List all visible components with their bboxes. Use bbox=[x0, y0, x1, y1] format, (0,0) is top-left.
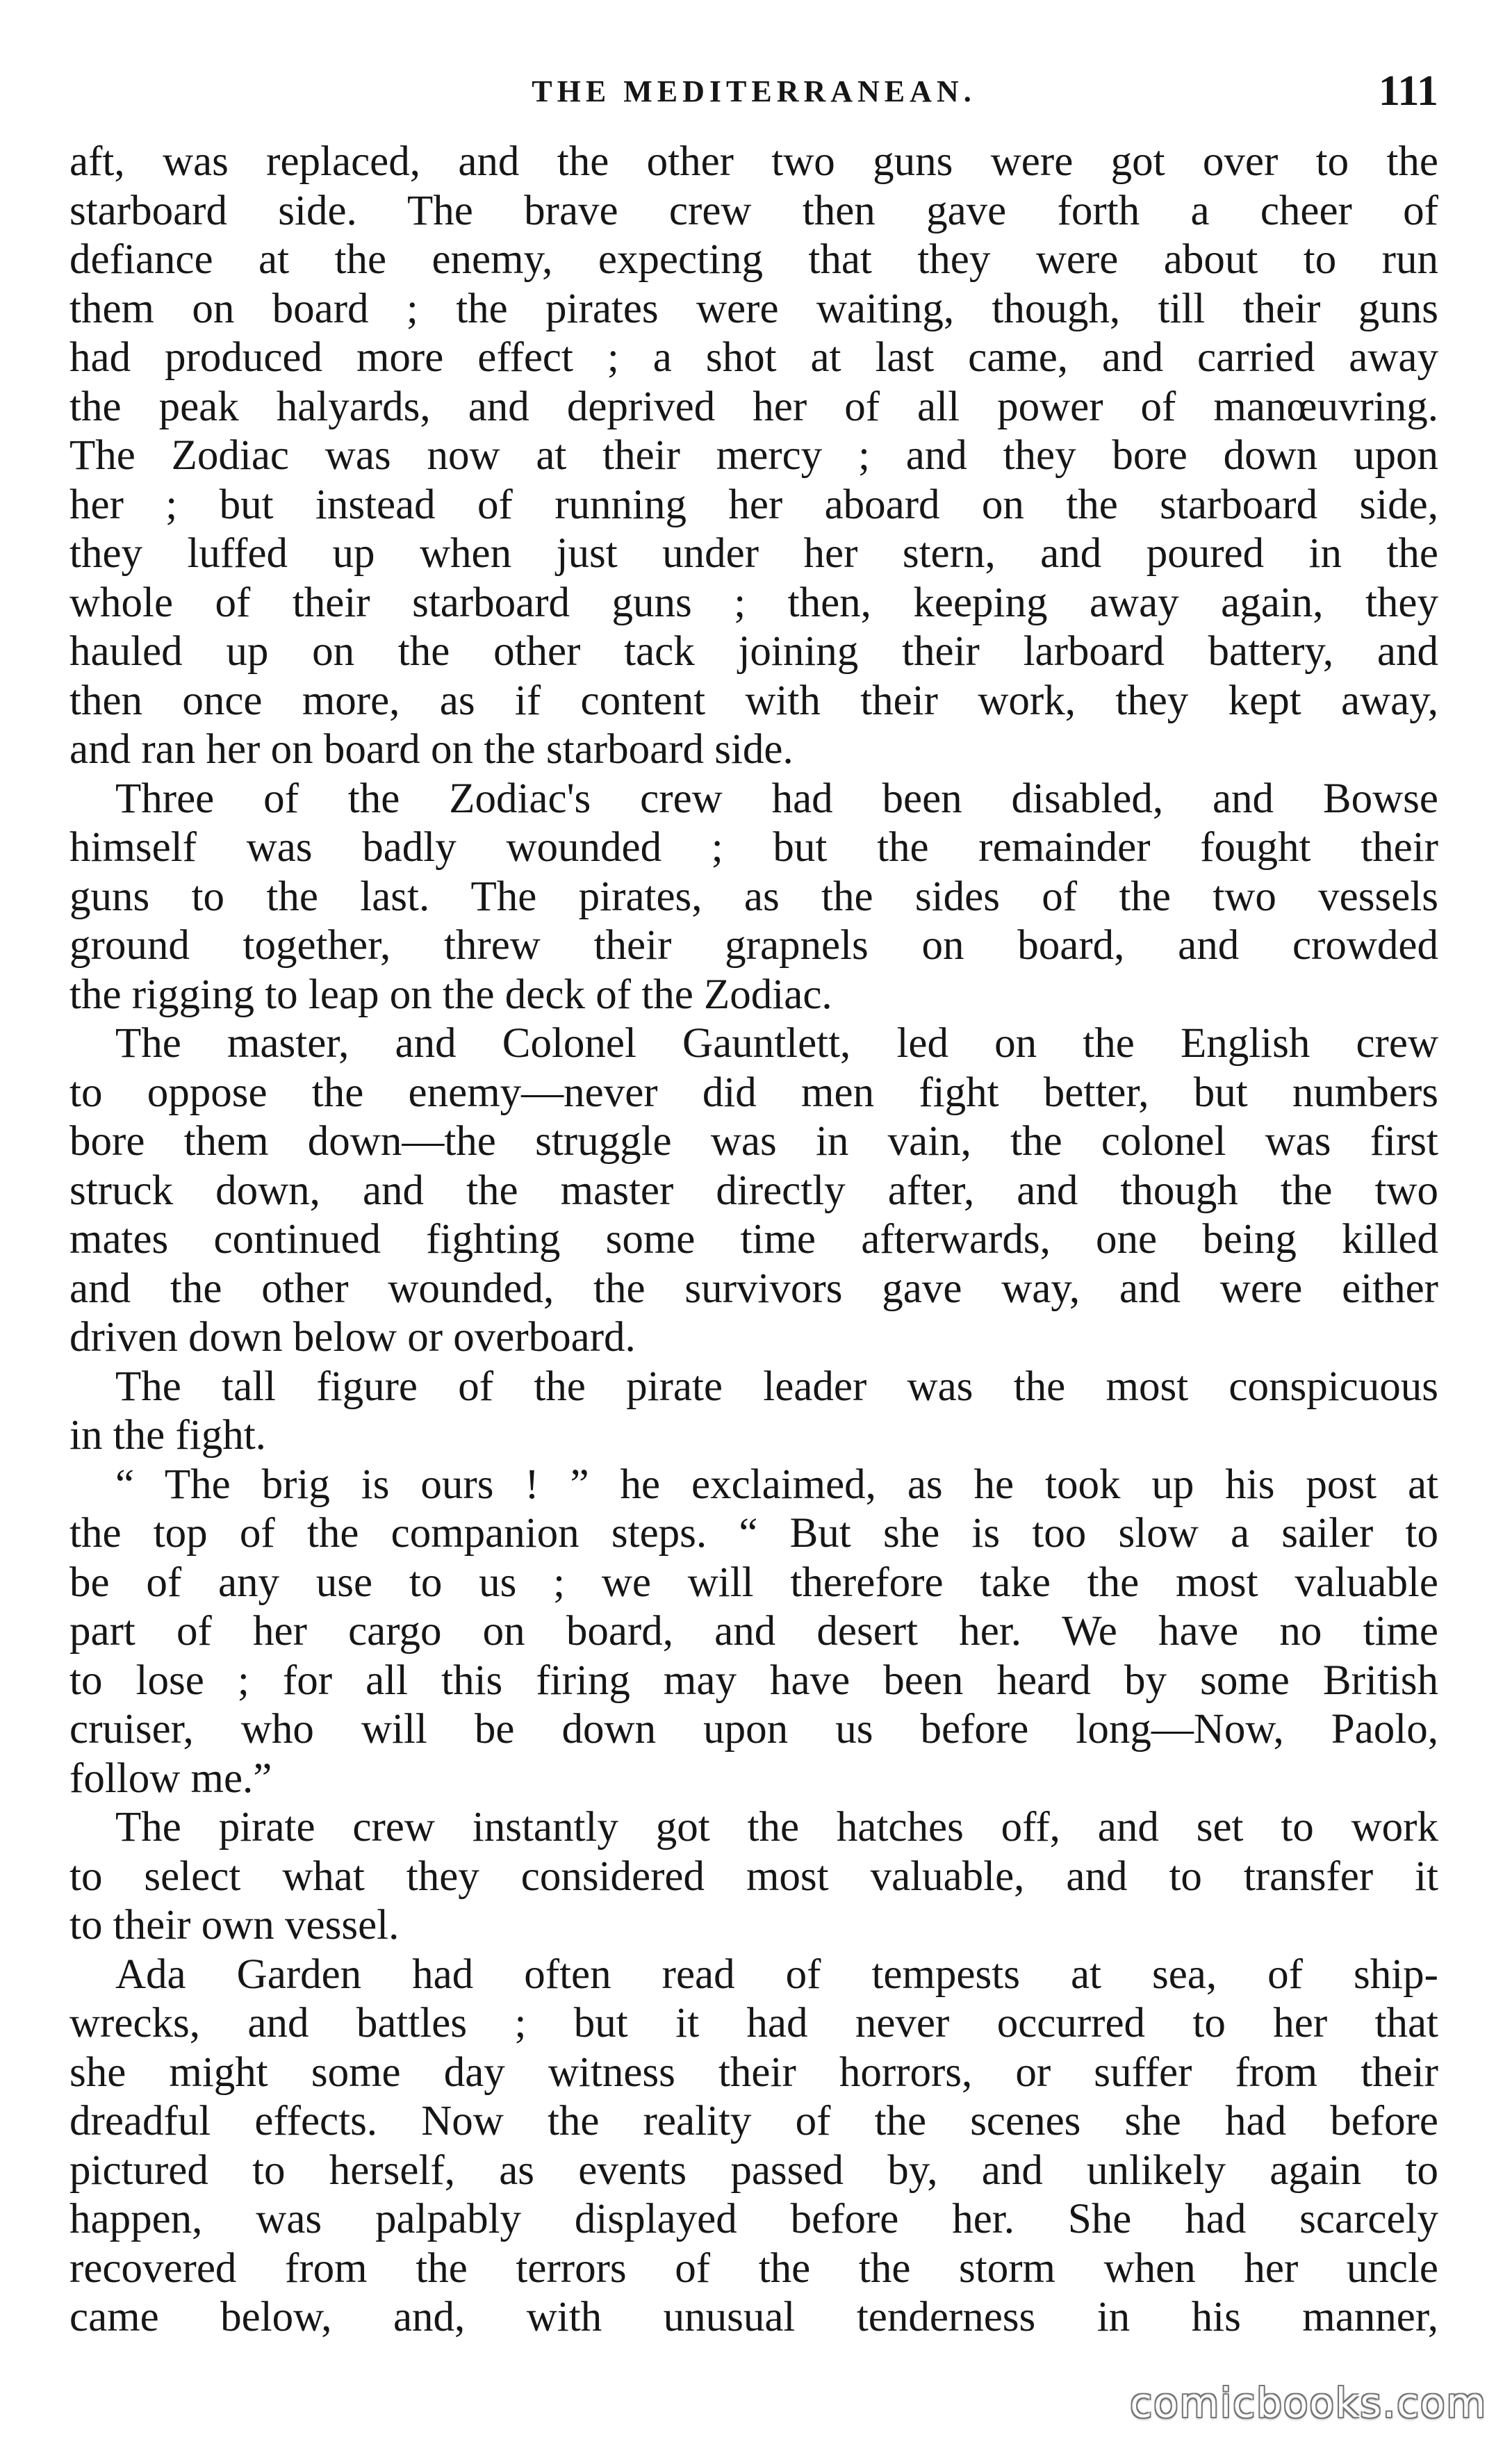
text-line: aft, was replaced, and the other two guns were got over to the bbox=[69, 138, 1438, 185]
text-line: follow me.” bbox=[69, 1755, 272, 1802]
running-title: THE MEDITERRANEAN. bbox=[532, 74, 976, 108]
text-line: himself was badly wounded ; but the remainder fought their bbox=[69, 824, 1438, 871]
text-line: The master, and Colonel Gauntlett, led on the English crew bbox=[115, 1020, 1438, 1067]
text-line: cruiser, who will be down upon us before long—Now, Paolo, bbox=[69, 1706, 1438, 1753]
text-line: driven down below or overboard. bbox=[69, 1314, 636, 1361]
text-line: her ; but instead of running her aboard on the starboard side, bbox=[69, 481, 1438, 528]
text-line: came below, and, with unusual tenderness in his manner, bbox=[69, 2294, 1438, 2340]
text-line: guns to the last. The pirates, as the sides of the two vessels bbox=[69, 873, 1438, 920]
text-line: to lose ; for all this firing may have been heard by some British bbox=[69, 1657, 1438, 1704]
text-line: wrecks, and battles ; but it had never occurred to her that bbox=[69, 2000, 1438, 2046]
running-head bbox=[69, 67, 1438, 122]
text-line: the peak halyards, and deprived her of all power of manœuvring. bbox=[69, 383, 1438, 430]
text-line: whole of their starboard guns ; then, keeping away again, they bbox=[69, 579, 1438, 626]
text-line: “ The brig is ours ! ” he exclaimed, as he took up his post at bbox=[115, 1461, 1438, 1508]
text-line: pictured to herself, as events passed by, and unlikely again to bbox=[69, 2147, 1438, 2194]
text-line: and ran her on board on the starboard side. bbox=[69, 726, 794, 773]
text-line: the rigging to leap on the deck of the Zodiac. bbox=[69, 971, 832, 1018]
text-line: happen, was palpably displayed before her. She had scarcely bbox=[69, 2196, 1438, 2242]
text-line: dreadful effects. Now the reality of the scenes she had before bbox=[69, 2098, 1438, 2144]
text-line: in the fight. bbox=[69, 1412, 266, 1459]
page-number: 111 bbox=[1378, 67, 1438, 115]
text-line: to their own vessel. bbox=[69, 1902, 400, 1948]
text-line: to oppose the enemy—never did men fight better, but numbers bbox=[69, 1069, 1438, 1116]
watermark: comicbooks.com bbox=[1130, 2379, 1487, 2427]
text-line: then once more, as if content with their work, they kept away, bbox=[69, 677, 1438, 724]
text-line: The pirate crew instantly got the hatches off, and set to work bbox=[115, 1804, 1438, 1850]
text-line: struck down, and the master directly after, and though the two bbox=[69, 1167, 1438, 1214]
text-line: and the other wounded, the survivors gave way, and were either bbox=[69, 1265, 1438, 1312]
text-line: the top of the companion steps. “ But she is too slow a sailer to bbox=[69, 1510, 1438, 1557]
text-line: bore them down—the struggle was in vain, the colonel was first bbox=[69, 1118, 1438, 1165]
text-line: she might some day witness their horrors, or suffer from their bbox=[69, 2049, 1438, 2096]
body-text bbox=[69, 138, 1438, 2342]
text-line: recovered from the terrors of the the storm when her uncle bbox=[69, 2244, 1438, 2292]
text-line: Three of the Zodiac's crew had been disabled, and Bowse bbox=[115, 775, 1438, 822]
text-line: part of her cargo on board, and desert her. We have no time bbox=[69, 1608, 1438, 1655]
text-line: Ada Garden had often read of tempests at sea, of ship- bbox=[115, 1951, 1438, 1998]
text-line: mates continued fighting some time afterwards, one being killed bbox=[69, 1216, 1438, 1263]
text-line: starboard side. The brave crew then gave forth a cheer of bbox=[69, 187, 1438, 234]
text-line: The tall figure of the pirate leader was the most conspicuous bbox=[115, 1363, 1438, 1410]
text-line: ground together, threw their grapnels on board, and crowded bbox=[69, 922, 1438, 969]
text-line: hauled up on the other tack joining their larboard battery, and bbox=[69, 628, 1438, 675]
text-line: had produced more effect ; a shot at last came, and carried away bbox=[69, 334, 1438, 381]
text-line: to select what they considered most valuable, and to transfer it bbox=[69, 1853, 1438, 1900]
text-line: defiance at the enemy, expecting that they were about to run bbox=[69, 236, 1438, 283]
text-line: they luffed up when just under her stern, and poured in the bbox=[69, 530, 1438, 577]
text-line: them on board ; the pirates were waiting, though, till their guns bbox=[69, 285, 1438, 332]
text-line: be of any use to us ; we will therefore take the most valuable bbox=[69, 1559, 1438, 1606]
text-line: The Zodiac was now at their mercy ; and they bore down upon bbox=[69, 432, 1438, 479]
